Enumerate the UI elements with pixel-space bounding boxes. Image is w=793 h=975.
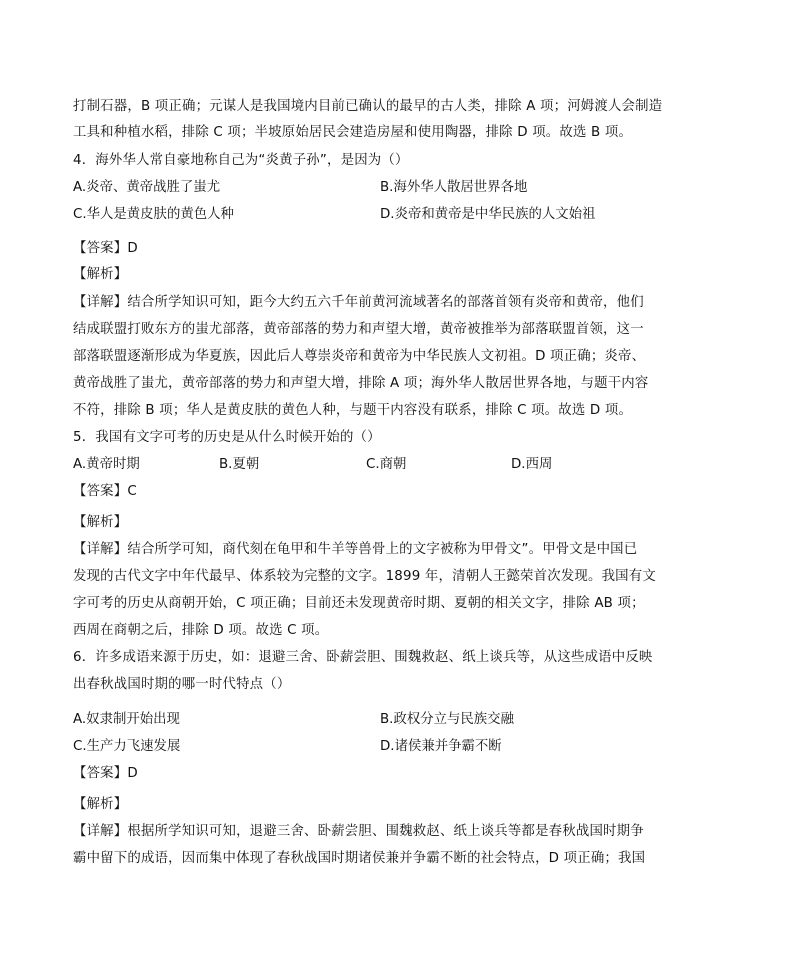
q4-answer: 【答案】D (73, 241, 138, 256)
q4-option-b: B.海外华人散居世界各地 (380, 180, 528, 195)
q6-option-c: C.生产力飞速发展 (73, 739, 181, 754)
q4-detail-line: 部落联盟逐渐形成为华夏族，因此后人尊崇炎帝和黄帝为中华民族人文初祖。D 项正确；炎帝、 (73, 349, 646, 364)
q5-detail-line: 发现的古代文字中年代最早、体系较为完整的文字。1899 年，清朝人王懿荣首次发现。我国有文 (73, 569, 656, 584)
q5-detail-line: 西周在商朝之后，排除 D 项。故选 C 项。 (73, 623, 329, 638)
q5-option-b: B.夏朝 (219, 457, 260, 472)
text-line: 打制石器，B 项正确；元谋人是我国境内目前已确认的最早的古人类，排除 A 项；河姆渡人会制造 (73, 99, 663, 114)
question-6-stem: 6．许多成语来源于历史，如：退避三舍、卧薪尝胆、围魏救赵、纸上谈兵等，从这些成语中反映 (73, 650, 653, 665)
q5-answer: 【答案】C (73, 484, 137, 499)
q5-option-d: D.西周 (511, 457, 553, 472)
question-6-stem: 出春秋战国时期的哪一时代特点（） (73, 677, 291, 692)
q4-option-a: A.炎帝、黄帝战胜了蚩尤 (73, 180, 221, 195)
q6-detail-line: 【详解】根据所学知识可知，退避三舍、卧薪尝胆、围魏救赵、纸上谈兵等都是春秋战国时期争 (73, 824, 644, 839)
q5-analysis-label: 【解析】 (73, 515, 128, 530)
q6-option-b: B.政权分立与民族交融 (380, 712, 514, 727)
text-line: 工具和种植水稻，排除 C 项；半坡原始居民会建造房屋和使用陶器，排除 D 项。故选 B 项。 (73, 125, 633, 140)
q4-detail-line: 不符，排除 B 项；华人是黄皮肤的黄色人种，与题干内容没有联系，排除 C 项。故选 D 项。 (73, 403, 633, 418)
q5-detail-line: 字可考的历史从商朝开始，C 项正确；目前还未发现黄帝时期、夏朝的相关文字，排除 AB 项； (73, 596, 645, 611)
q4-detail-line: 黄帝战胜了蚩尤，黄帝部落的势力和声望大增，排除 A 项；海外华人散居世界各地，与题干内容 (73, 376, 649, 391)
q5-option-a: A.黄帝时期 (73, 457, 140, 472)
q4-detail-line: 结成联盟打败东方的蚩尤部落，黄帝部落的势力和声望大增，黄帝被推举为部落联盟首领，这一 (73, 322, 644, 337)
q4-detail-line: 【详解】结合所学知识可知，距今大约五六千年前黄河流域著名的部落首领有炎帝和黄帝，他们 (73, 295, 644, 310)
q4-option-d: D.炎帝和黄帝是中华民族的人文始祖 (380, 207, 596, 222)
q5-option-c: C.商朝 (366, 457, 407, 472)
q6-option-a: A.奴隶制开始出现 (73, 712, 180, 727)
question-4-stem: 4．海外华人常自豪地称自己为“炎黄子孙”，是因为（） (73, 153, 409, 168)
question-5-stem: 5．我国有文字可考的历史是从什么时候开始的（） (73, 430, 381, 445)
q6-analysis-label: 【解析】 (73, 797, 128, 812)
q4-option-c: C.华人是黄皮肤的黄色人种 (73, 207, 234, 222)
q6-option-d: D.诸侯兼并争霸不断 (380, 739, 502, 754)
q5-detail-line: 【详解】结合所学可知，商代刻在龟甲和牛羊等兽骨上的文字被称为甲骨文”。甲骨文是中国已 (73, 542, 638, 557)
q4-analysis-label: 【解析】 (73, 267, 128, 282)
q6-answer: 【答案】D (73, 766, 138, 781)
q6-detail-line: 霸中留下的成语，因而集中体现了春秋战国时期诸侯兼并争霸不断的社会特点，D 项正确；我国 (73, 851, 646, 866)
